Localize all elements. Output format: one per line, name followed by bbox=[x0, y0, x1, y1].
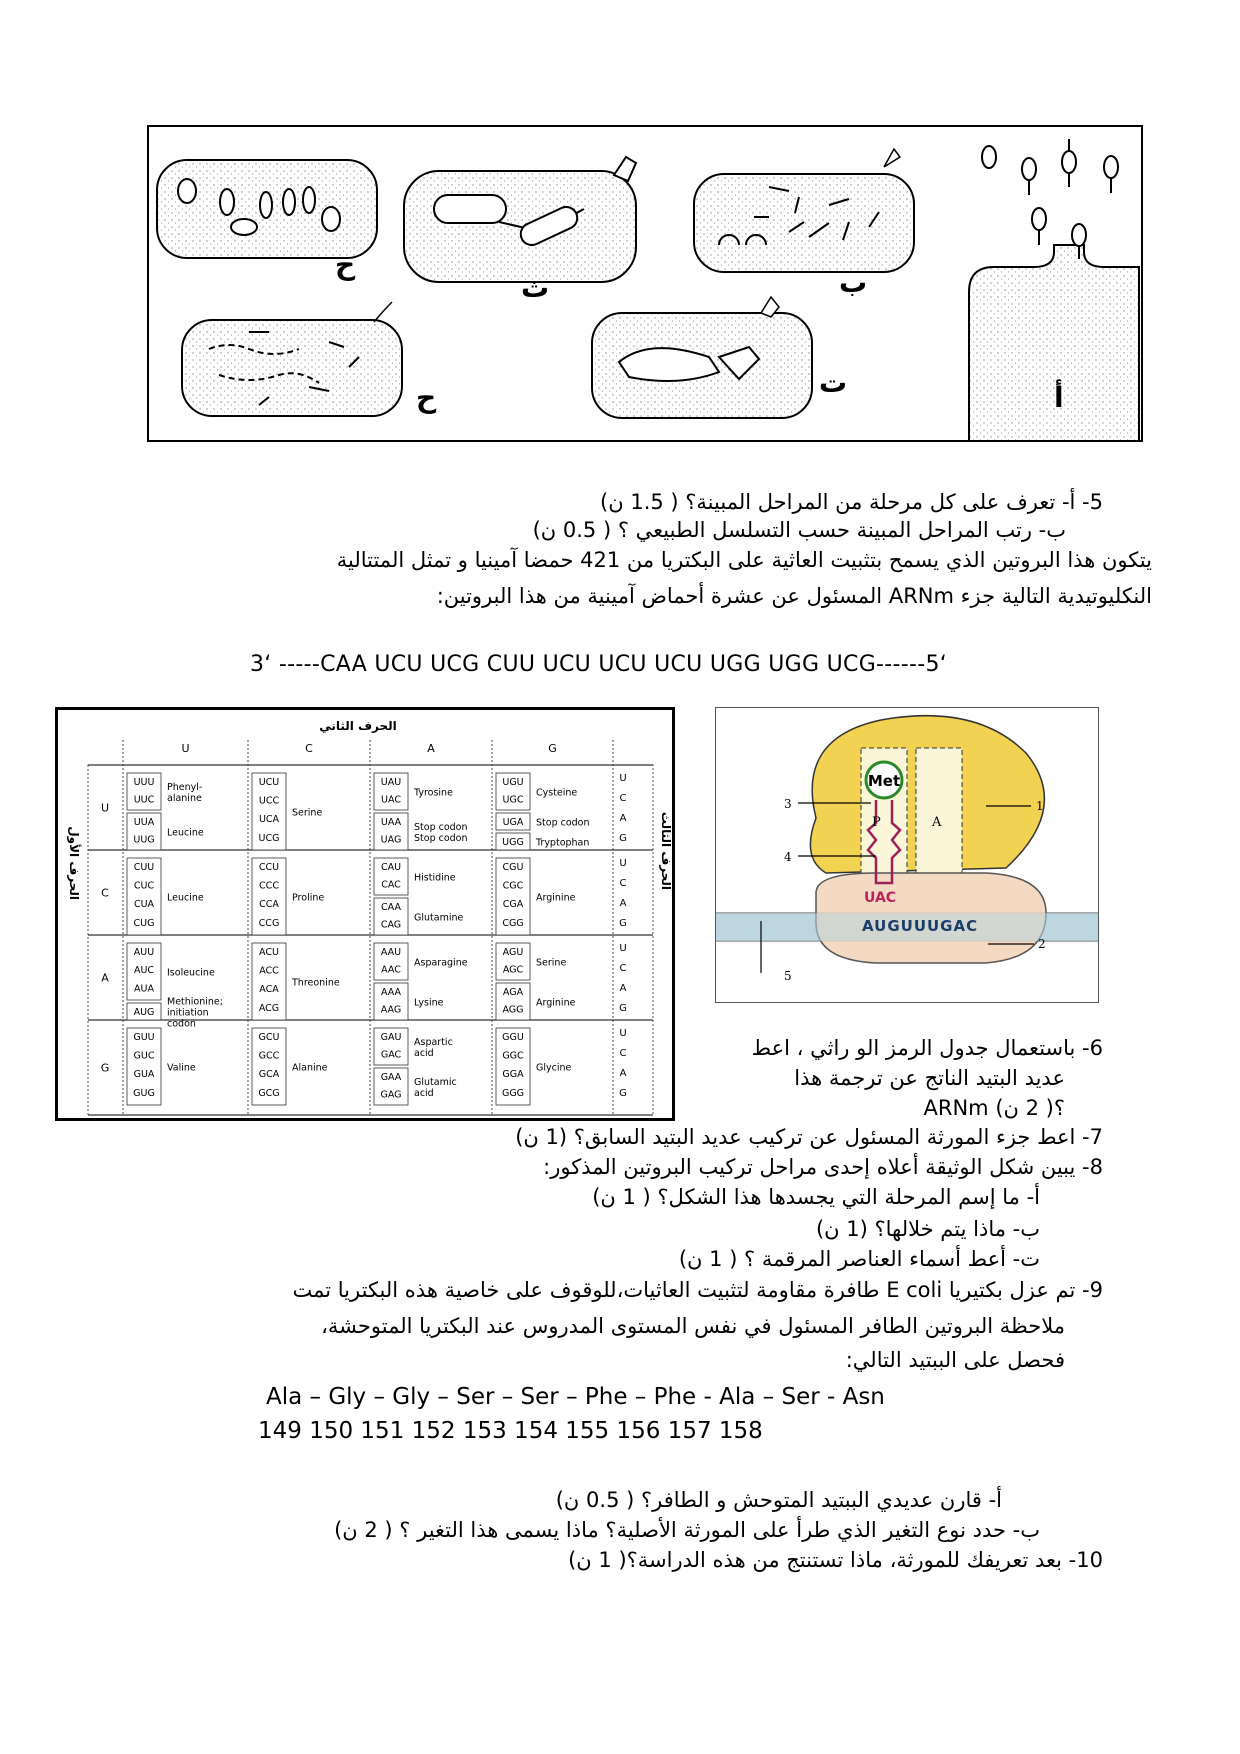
amino-acid-label: Methionine; bbox=[167, 996, 223, 1008]
codon-ACA: ACA bbox=[259, 984, 279, 996]
codon-AAG: AAG bbox=[380, 1004, 402, 1016]
codon-GCU: GCU bbox=[258, 1032, 280, 1043]
amino-acid-label: Phenyl- bbox=[167, 782, 203, 793]
codon-CGG: CGG bbox=[502, 917, 524, 929]
stage-label-a: أ bbox=[1054, 381, 1064, 414]
q8-c: ت- أعط أسماء العناصر المرقمة ؟ ( 1 ن) bbox=[678, 1247, 1040, 1271]
phage-cycle-drawing bbox=[149, 127, 1141, 440]
codon-UCC: UCC bbox=[258, 795, 280, 807]
q5-text-2: النكليوتيدية التالية جزء ARNm المسئول عن عشرة أحماض آمينية من هذا البروتين: bbox=[436, 584, 1152, 608]
stage-b-bacterium bbox=[694, 149, 914, 272]
q5-text-1: يتكون هذا البروتين الذي يسمح بتثبيت العاثية على البكتريا من 421 حمضا آمينيا و تمثل المتتالية bbox=[336, 548, 1152, 572]
amino-acid-label: Glutamic bbox=[414, 1077, 457, 1088]
q5-b: ب- رتب المراحل المبينة حسب التسلسل الطبيعي ؟ ( 0.5 ن) bbox=[532, 518, 1066, 542]
stage-j-bacterium bbox=[157, 160, 377, 258]
amino-acid-label: Threonine bbox=[292, 977, 340, 989]
label-3: 3 bbox=[784, 797, 792, 811]
label-2: 2 bbox=[1038, 937, 1046, 951]
codon-UUG: UUG bbox=[133, 834, 155, 846]
second-letter-title: الحرف الثاني bbox=[319, 719, 397, 733]
codon-CUG: CUG bbox=[133, 917, 155, 929]
codon-CCA: CCA bbox=[259, 899, 279, 911]
stage-h-bacterium bbox=[182, 302, 402, 416]
codon-UAC: UAC bbox=[381, 794, 401, 806]
codon-CAC: CAC bbox=[381, 879, 401, 891]
amino-acid-label: Tyrosine bbox=[414, 787, 453, 799]
first-letter-title: الحرف الأول bbox=[67, 826, 81, 900]
third-letter-G-U: U bbox=[619, 1028, 627, 1039]
codon-GGC: GGC bbox=[502, 1050, 524, 1062]
codon-UCU: UCU bbox=[258, 777, 280, 788]
third-letter-A-A: A bbox=[619, 983, 627, 994]
codon-GUA: GUA bbox=[133, 1069, 155, 1081]
amino-acid-label: alanine bbox=[167, 793, 202, 804]
third-letter-A-U: U bbox=[619, 943, 627, 954]
a-site bbox=[916, 748, 962, 873]
codon-AGC: AGC bbox=[502, 964, 524, 976]
stage-label-h: ح bbox=[416, 381, 437, 414]
codon-ACC: ACC bbox=[259, 965, 279, 977]
third-letter-U-A: A bbox=[619, 813, 627, 824]
codon-GAU: GAU bbox=[380, 1032, 402, 1043]
codon-AUC: AUC bbox=[133, 965, 155, 977]
phage-cycle-figure bbox=[147, 125, 1143, 442]
amino-acid-label: Stop codon bbox=[414, 822, 468, 833]
q6-line-2: عديد البتيد الناتج عن ترجمة هذا bbox=[794, 1066, 1065, 1090]
mutant-peptide: Ala – Gly – Gly – Ser – Ser – Phe – Phe - Ala – Ser - Asn bbox=[266, 1384, 885, 1410]
codon-GUC: GUC bbox=[133, 1050, 155, 1062]
amino-acid-label: Stop codon bbox=[414, 833, 468, 844]
codon-UAU: UAU bbox=[380, 777, 402, 788]
codon-UUU: UUU bbox=[133, 777, 155, 788]
amino-acid-label: Aspartic bbox=[414, 1037, 453, 1048]
amino-acid-label: Tryptophan bbox=[536, 837, 590, 849]
anticodon-label: UAC bbox=[864, 890, 897, 906]
codon-GUU: GUU bbox=[133, 1032, 155, 1043]
codon-AGG: AGG bbox=[502, 1004, 524, 1016]
codon-UCG: UCG bbox=[258, 832, 280, 844]
amino-acid-label: codon bbox=[167, 1018, 196, 1030]
third-letter-C-G: G bbox=[619, 918, 627, 929]
third-letter-C-U: U bbox=[619, 858, 627, 869]
column-header-A: A bbox=[427, 742, 435, 755]
codon-AGA: AGA bbox=[502, 987, 524, 998]
stage-label-th: ث bbox=[521, 271, 550, 304]
codon-AAA: AAA bbox=[380, 987, 402, 998]
codon-UAA: UAA bbox=[380, 817, 402, 828]
q6-line-3: ARNm ؟( 2 ن) bbox=[923, 1096, 1065, 1120]
genetic-code-grid bbox=[58, 710, 672, 1118]
row-header-G: G bbox=[100, 1061, 110, 1075]
amino-acid-label: Isoleucine bbox=[167, 967, 215, 979]
row-header-U: U bbox=[100, 801, 110, 815]
genetic-code-table bbox=[55, 707, 675, 1121]
codon-UGA: UGA bbox=[502, 817, 524, 828]
stage-label-t: ت bbox=[819, 366, 848, 399]
peptide-positions: 149 150 151 152 153 154 155 156 157 158 bbox=[258, 1418, 763, 1444]
amino-acid-label: Arginine bbox=[536, 997, 576, 1009]
codon-UGG: UGG bbox=[502, 837, 524, 848]
third-letter-U-U: U bbox=[619, 773, 627, 784]
amino-acid-label: Serine bbox=[292, 807, 323, 819]
codon-AGU: AGU bbox=[502, 947, 524, 958]
third-letter-A-C: C bbox=[619, 963, 627, 974]
third-letter-G-C: C bbox=[619, 1048, 627, 1059]
amino-acid-label: Arginine bbox=[536, 892, 576, 904]
q6-line-1: 6- باستعمال جدول الرمز الو راثي ، اعط bbox=[751, 1036, 1103, 1060]
stage-label-j: ح bbox=[335, 248, 356, 281]
codon-AUU: AUU bbox=[133, 947, 155, 958]
codon-GAC: GAC bbox=[380, 1049, 402, 1061]
codon-GGU: GGU bbox=[502, 1032, 524, 1043]
third-letter-title: الحرف الثالث bbox=[659, 811, 672, 890]
q9-line-3: فحصل على الببتيد التالي: bbox=[845, 1348, 1065, 1372]
amino-acid-label: Histidine bbox=[414, 872, 456, 884]
third-letter-G-A: A bbox=[619, 1068, 627, 1079]
amino-acid-label: initiation bbox=[167, 1007, 209, 1019]
third-letter-C-C: C bbox=[619, 878, 627, 889]
codon-AAU: AAU bbox=[380, 947, 402, 958]
column-header-U: U bbox=[181, 742, 190, 755]
third-letter-U-G: G bbox=[619, 833, 627, 844]
stage-th-bacterium bbox=[404, 157, 636, 282]
codon-AUG: AUG bbox=[133, 1007, 155, 1018]
amino-acid-label: Glutamine bbox=[414, 912, 464, 924]
codon-CGU: CGU bbox=[502, 862, 524, 873]
codon-CUU: CUU bbox=[133, 862, 155, 873]
q9-a: أ- قارن عديدي الببتيد المتوحش و الطافر؟ ( 0.5 ن) bbox=[555, 1488, 1002, 1512]
codon-ACU: ACU bbox=[259, 947, 279, 958]
label-5: 5 bbox=[784, 969, 792, 983]
codon-GCC: GCC bbox=[258, 1050, 280, 1062]
q7: 7- اعط جزء المورثة المسئول عن تركيب عديد البتيد السابق؟ (1 ن) bbox=[515, 1125, 1103, 1149]
codon-CCG: CCG bbox=[258, 917, 280, 929]
stage-label-b: ب bbox=[839, 266, 868, 299]
ribosome-drawing bbox=[716, 708, 1098, 1002]
label-1: 1 bbox=[1036, 799, 1044, 813]
q10: 10- بعد تعريفك للمورثة، ماذا تستنتج من هذه الدراسة؟( 1 ن) bbox=[568, 1548, 1103, 1572]
amino-acid-label: Lysine bbox=[414, 997, 444, 1009]
label-4: 4 bbox=[784, 850, 792, 864]
q9-line-1: 9- تم عزل بكتيريا E coli طافرة مقاومة لتثبيت العاثيات،للوقوف على خاصية هذه البكتريا تمت bbox=[292, 1278, 1103, 1302]
amino-acid-label: Asparagine bbox=[414, 957, 468, 969]
row-header-A: A bbox=[101, 971, 109, 985]
mrna-sequence: 3‘ -----CAA UCU UCG CUU UCU UCU UCU UGG UGG UCG------5‘ bbox=[250, 652, 948, 677]
codon-ACG: ACG bbox=[258, 1002, 280, 1014]
amino-acid-label: acid bbox=[414, 1088, 434, 1099]
codon-UUA: UUA bbox=[133, 817, 155, 828]
amino-acid-label: Alanine bbox=[292, 1062, 328, 1074]
a-site-label: A bbox=[932, 815, 942, 830]
column-header-C: C bbox=[305, 742, 313, 755]
q8-intro: 8- يبين شكل الوثيقة أعلاه إحدى مراحل تركيب البروتين المذكور: bbox=[543, 1155, 1103, 1179]
q8-a: أ- ما إسم المرحلة التي يجسدها هذا الشكل؟ ( 1 ن) bbox=[592, 1185, 1040, 1209]
codon-AUA: AUA bbox=[134, 983, 154, 995]
q9-line-2: ملاحظة البروتين الطافر المسئول في نفس المستوى المدروس عند البكتريا المتوحشة، bbox=[321, 1314, 1065, 1338]
q8-b: ب- ماذا يتم خلالها؟ (1 ن) bbox=[815, 1217, 1040, 1241]
codon-CCC: CCC bbox=[259, 880, 279, 892]
amino-acid-label: Valine bbox=[167, 1062, 196, 1074]
codon-CAU: CAU bbox=[380, 862, 402, 873]
codon-GGA: GGA bbox=[502, 1069, 524, 1081]
codon-GCG: GCG bbox=[258, 1087, 280, 1099]
amino-acid-label: Leucine bbox=[167, 827, 204, 839]
amino-acid-label: Glycine bbox=[536, 1062, 572, 1074]
codon-CAA: CAA bbox=[381, 902, 401, 913]
codon-CUC: CUC bbox=[133, 880, 155, 892]
codon-UCA: UCA bbox=[258, 814, 280, 826]
amino-acid-label: Proline bbox=[292, 892, 325, 904]
amino-acid-label: Stop codon bbox=[536, 817, 590, 829]
p-site-label: P bbox=[872, 815, 881, 830]
stage-t-bacterium bbox=[592, 297, 812, 418]
codon-sequence-label: AUGUUUGAC bbox=[862, 917, 979, 935]
third-letter-C-A: A bbox=[619, 898, 627, 909]
codon-CCU: CCU bbox=[258, 862, 280, 873]
codon-UGU: UGU bbox=[502, 777, 524, 788]
third-letter-G-G: G bbox=[619, 1088, 627, 1099]
third-letter-A-G: G bbox=[619, 1003, 627, 1014]
q9-b: ب- حدد نوع التغير الذي طرأ على المورثة الأصلية؟ ماذا يسمى هذا التغير ؟ ( 2 ن) bbox=[334, 1518, 1040, 1542]
codon-UAG: UAG bbox=[380, 834, 402, 846]
codon-GUG: GUG bbox=[133, 1087, 155, 1099]
codon-CGA: CGA bbox=[502, 899, 524, 911]
column-header-G: G bbox=[548, 742, 557, 755]
q5-a: 5- أ- تعرف على كل مرحلة من المراحل المبينة؟ ( 1.5 ن) bbox=[600, 490, 1103, 514]
codon-AAC: AAC bbox=[381, 964, 401, 976]
codon-CUA: CUA bbox=[133, 899, 155, 911]
codon-UUC: UUC bbox=[133, 794, 155, 806]
amino-acid-label: Leucine bbox=[167, 892, 204, 904]
codon-GCA: GCA bbox=[258, 1069, 280, 1081]
translation-figure bbox=[715, 707, 1099, 1003]
codon-GAA: GAA bbox=[380, 1072, 402, 1083]
codon-GGG: GGG bbox=[501, 1087, 525, 1099]
amino-acid-label: Serine bbox=[536, 957, 567, 969]
codon-CAG: CAG bbox=[380, 919, 402, 931]
codon-UGC: UGC bbox=[502, 794, 524, 806]
met-label: Met bbox=[867, 772, 901, 790]
codon-CGC: CGC bbox=[502, 880, 524, 892]
row-header-C: C bbox=[101, 886, 109, 900]
codon-GAG: GAG bbox=[380, 1089, 402, 1101]
amino-acid-label: Cysteine bbox=[536, 787, 578, 799]
amino-acid-label: acid bbox=[414, 1048, 434, 1059]
third-letter-U-C: C bbox=[619, 793, 627, 804]
